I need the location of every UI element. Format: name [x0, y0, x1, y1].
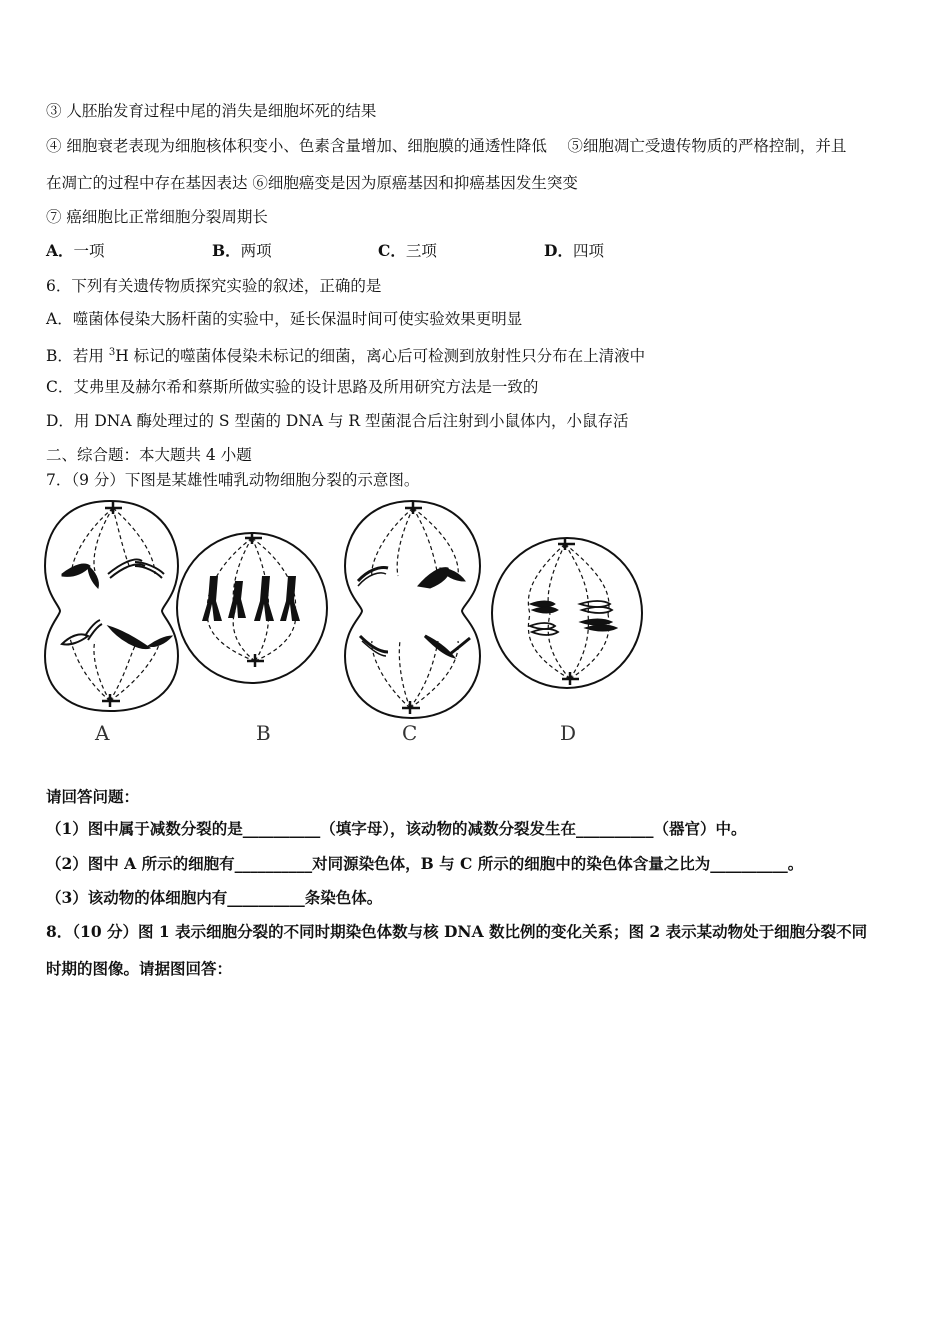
cell-a-chromosomes — [62, 559, 172, 648]
section-2-heading: 二、综合题：本大题共 4 小题 — [46, 446, 252, 464]
statement-5-6: 在凋亡的过程中存在基因表达 ⑥细胞癌变是因为原癌基因和抑癌基因发生突变 — [46, 174, 578, 192]
q6-option-d: D．用 DNA 酶处理过的 S 型菌的 DNA 与 R 型菌混合后注射到小鼠体内，小鼠存活 — [46, 412, 629, 430]
q6-option-c: C．艾弗里及赫尔希和蔡斯所做实验的设计思路及所用研究方法是一致的 — [46, 378, 539, 396]
statement-4-5: ④ 细胞衰老表现为细胞核体积变小、色素含量增加、细胞膜的通透性降低 ⑤细胞凋亡受遗传物质的严格控制，并且 — [46, 137, 847, 155]
cell-division-diagrams — [40, 496, 650, 726]
q5-option-b: B．两项 — [212, 241, 272, 260]
cell-d-chromosomes — [530, 601, 617, 635]
q7-stem: 7．（9 分）下图是某雄性哺乳动物细胞分裂的示意图。 — [46, 471, 420, 489]
cell-d — [492, 538, 642, 688]
q5-option-d: D．四项 — [544, 241, 604, 260]
cell-division-figure — [40, 496, 650, 751]
q8-stem-cont: 时期的图像。请据图回答： — [46, 959, 233, 978]
figure-label-d: D — [560, 721, 577, 745]
figure-label-a: A — [95, 721, 110, 745]
cell-c — [345, 501, 480, 718]
cell-b — [177, 532, 327, 683]
q7-part-1: （1）图中属于减数分裂的是__________（填字母），该动物的减数分裂发生在__________（器官）中。 — [46, 819, 747, 838]
q6-option-b: B．若用 $^3$H 标记的噬菌体侵染未标记的细菌，离心后可检测到放射性只分布在上清液中 — [46, 347, 646, 366]
q6-stem: 6．下列有关遗传物质探究实验的叙述，正确的是 — [46, 277, 382, 295]
superscript-3: 3 — [108, 347, 116, 358]
q7-part-2: （2）图中 A 所示的细胞有__________对同源染色体，B 与 C 所示的细胞中的染色体含量之比为__________。 — [46, 854, 804, 873]
cell-c-chromosomes — [358, 568, 470, 656]
q5-option-c: C．三项 — [378, 241, 437, 260]
q5-options — [46, 240, 604, 262]
q7-part-3: （3）该动物的体细胞内有__________条染色体。 — [46, 888, 383, 907]
cell-a — [45, 501, 178, 711]
q6-option-a: A．噬菌体侵染大肠杆菌的实验中，延长保温时间可使实验效果更明显 — [46, 310, 523, 328]
figure-label-b: B — [256, 721, 271, 745]
statement-3: ③ 人胚胎发育过程中尾的消失是细胞坏死的结果 — [46, 102, 377, 120]
cell-b-chromosomes — [202, 576, 300, 621]
q7-prompt: 请回答问题： — [46, 787, 140, 806]
figure-label-c: C — [402, 721, 418, 745]
q5-option-a: A．一项 — [46, 241, 105, 260]
q8-stem: 8．（10 分）图 1 表示细胞分裂的不同时期染色体数与核 DNA 数比例的变化关系；图 2 表示某动物处于细胞分裂不同 — [46, 922, 868, 941]
statement-7: ⑦ 癌细胞比正常细胞分裂周期长 — [46, 208, 268, 226]
